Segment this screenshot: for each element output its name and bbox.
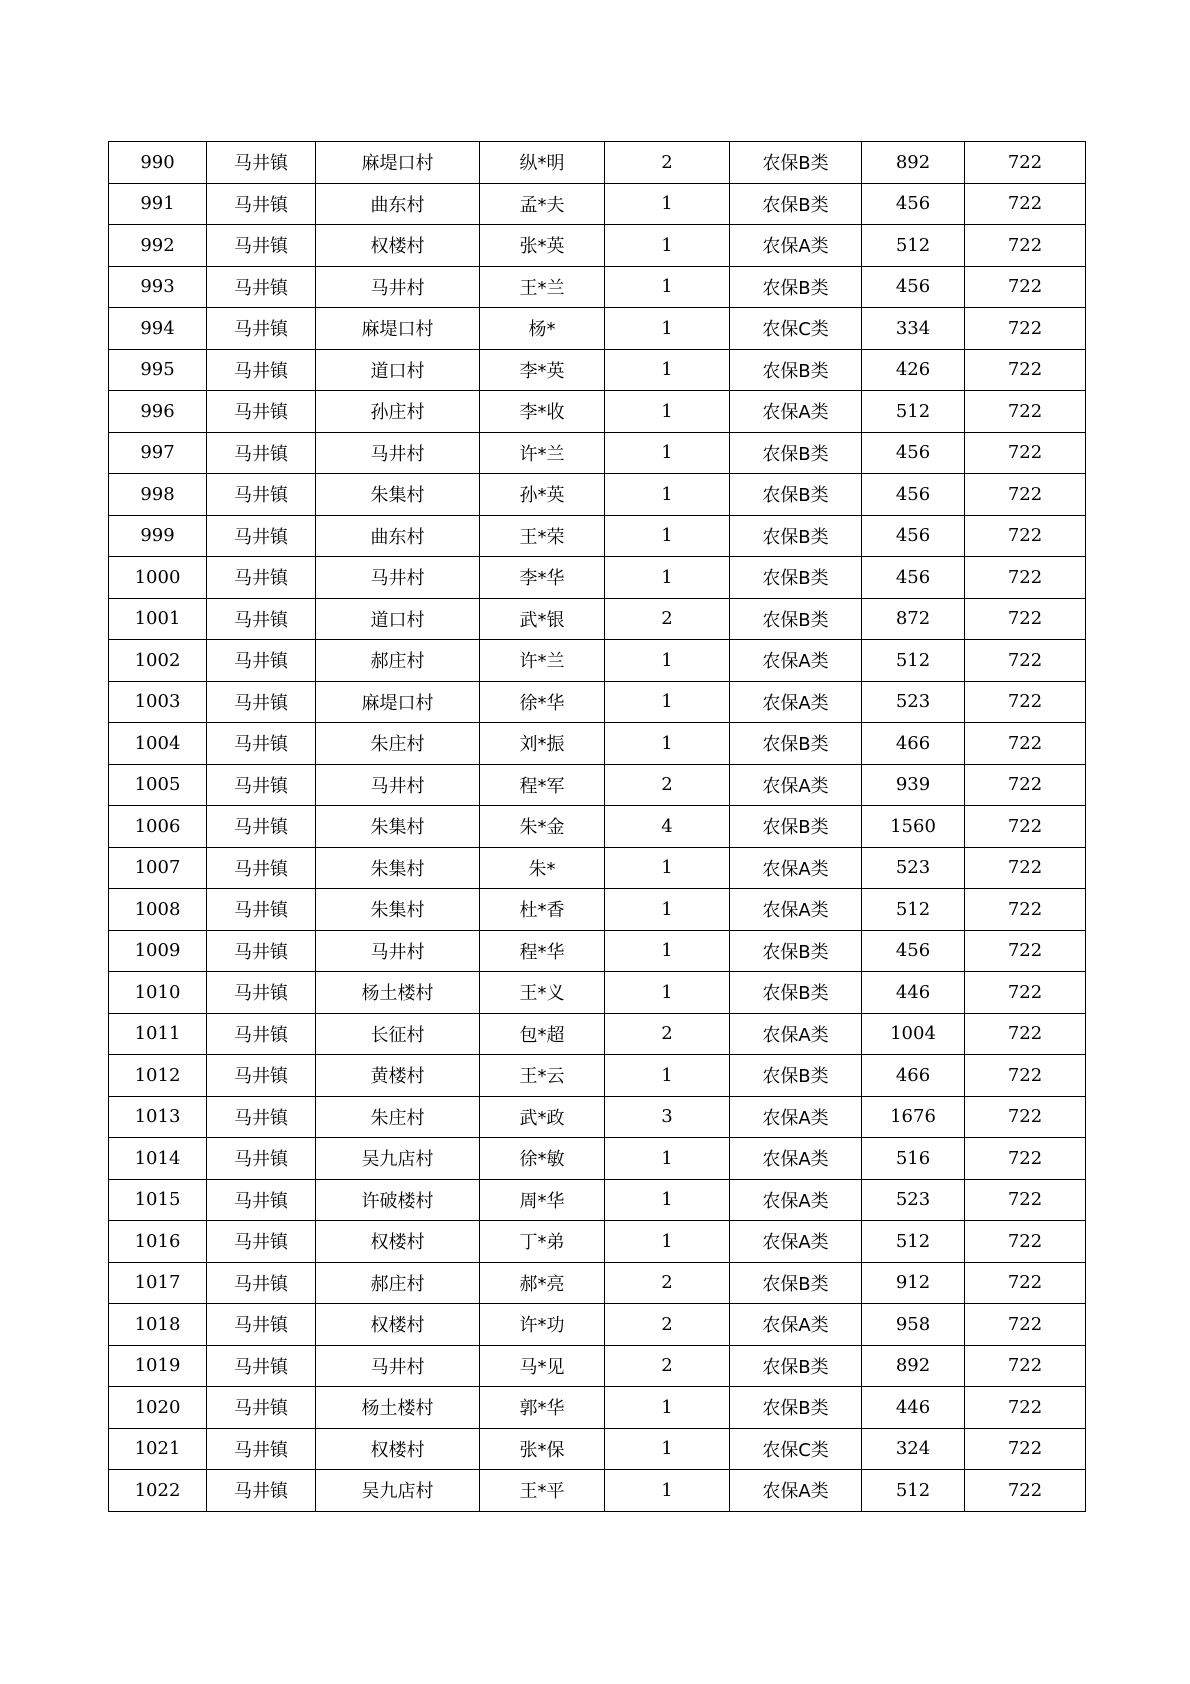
amount-cell: 912 bbox=[862, 1262, 965, 1304]
category-cell: 农保C类 bbox=[730, 308, 862, 350]
household-size-cell: 1 bbox=[605, 1387, 730, 1429]
standard-cell: 722 bbox=[965, 515, 1086, 557]
village-cell: 黄楼村 bbox=[316, 1055, 480, 1097]
row-number: 1019 bbox=[109, 1345, 207, 1387]
amount-cell: 446 bbox=[862, 972, 965, 1014]
row-number: 1010 bbox=[109, 972, 207, 1014]
row-number: 1001 bbox=[109, 598, 207, 640]
name-cell: 王*荣 bbox=[480, 515, 605, 557]
village-cell: 杨土楼村 bbox=[316, 972, 480, 1014]
village-cell: 朱集村 bbox=[316, 847, 480, 889]
village-cell: 吴九店村 bbox=[316, 1138, 480, 1180]
category-cell: 农保B类 bbox=[730, 972, 862, 1014]
table-row bbox=[109, 1345, 1086, 1387]
category-cell: 农保A类 bbox=[730, 1138, 862, 1180]
household-size-cell: 1 bbox=[605, 640, 730, 682]
row-number: 1007 bbox=[109, 847, 207, 889]
name-cell: 刘*振 bbox=[480, 723, 605, 765]
household-size-cell: 1 bbox=[605, 1221, 730, 1263]
table-row bbox=[109, 1262, 1086, 1304]
table-row bbox=[109, 142, 1086, 184]
name-cell: 杨* bbox=[480, 308, 605, 350]
name-cell: 周*华 bbox=[480, 1179, 605, 1221]
household-size-cell: 1 bbox=[605, 183, 730, 225]
category-cell: 农保B类 bbox=[730, 1387, 862, 1429]
category-cell: 农保B类 bbox=[730, 1055, 862, 1097]
village-cell: 曲东村 bbox=[316, 183, 480, 225]
standard-cell: 722 bbox=[965, 1387, 1086, 1429]
table-row bbox=[109, 889, 1086, 931]
category-cell: 农保B类 bbox=[730, 930, 862, 972]
village-cell: 权楼村 bbox=[316, 1428, 480, 1470]
row-number: 995 bbox=[109, 349, 207, 391]
row-number: 1017 bbox=[109, 1262, 207, 1304]
row-number: 1022 bbox=[109, 1470, 207, 1512]
standard-cell: 722 bbox=[965, 723, 1086, 765]
standard-cell: 722 bbox=[965, 889, 1086, 931]
table-row bbox=[109, 598, 1086, 640]
name-cell: 李*收 bbox=[480, 391, 605, 433]
village-cell: 朱集村 bbox=[316, 806, 480, 848]
amount-cell: 456 bbox=[862, 515, 965, 557]
table-row bbox=[109, 1387, 1086, 1429]
table-row bbox=[109, 930, 1086, 972]
village-cell: 马井村 bbox=[316, 557, 480, 599]
row-number: 1013 bbox=[109, 1096, 207, 1138]
amount-cell: 1004 bbox=[862, 1013, 965, 1055]
table-row bbox=[109, 1013, 1086, 1055]
household-size-cell: 2 bbox=[605, 598, 730, 640]
name-cell: 朱*金 bbox=[480, 806, 605, 848]
village-cell: 郝庄村 bbox=[316, 640, 480, 682]
amount-cell: 426 bbox=[862, 349, 965, 391]
category-cell: 农保A类 bbox=[730, 1470, 862, 1512]
row-number: 1020 bbox=[109, 1387, 207, 1429]
table-row bbox=[109, 349, 1086, 391]
roster-body bbox=[109, 142, 1086, 1512]
category-cell: 农保A类 bbox=[730, 1304, 862, 1346]
town-cell: 马井镇 bbox=[207, 1345, 316, 1387]
town-cell: 马井镇 bbox=[207, 1304, 316, 1346]
standard-cell: 722 bbox=[965, 930, 1086, 972]
household-size-cell: 1 bbox=[605, 432, 730, 474]
village-cell: 吴九店村 bbox=[316, 1470, 480, 1512]
town-cell: 马井镇 bbox=[207, 1221, 316, 1263]
town-cell: 马井镇 bbox=[207, 1428, 316, 1470]
standard-cell: 722 bbox=[965, 1262, 1086, 1304]
category-cell: 农保A类 bbox=[730, 1179, 862, 1221]
standard-cell: 722 bbox=[965, 349, 1086, 391]
village-cell: 朱集村 bbox=[316, 474, 480, 516]
village-cell: 道口村 bbox=[316, 598, 480, 640]
standard-cell: 722 bbox=[965, 640, 1086, 682]
household-size-cell: 1 bbox=[605, 1179, 730, 1221]
standard-cell: 722 bbox=[965, 1428, 1086, 1470]
village-cell: 权楼村 bbox=[316, 225, 480, 267]
table-row bbox=[109, 308, 1086, 350]
name-cell: 张*英 bbox=[480, 225, 605, 267]
household-size-cell: 1 bbox=[605, 930, 730, 972]
town-cell: 马井镇 bbox=[207, 930, 316, 972]
table-row bbox=[109, 972, 1086, 1014]
name-cell: 武*政 bbox=[480, 1096, 605, 1138]
category-cell: 农保A类 bbox=[730, 640, 862, 682]
village-cell: 麻堤口村 bbox=[316, 142, 480, 184]
town-cell: 马井镇 bbox=[207, 598, 316, 640]
name-cell: 程*军 bbox=[480, 764, 605, 806]
amount-cell: 1560 bbox=[862, 806, 965, 848]
amount-cell: 466 bbox=[862, 723, 965, 765]
village-cell: 马井村 bbox=[316, 266, 480, 308]
name-cell: 许*功 bbox=[480, 1304, 605, 1346]
town-cell: 马井镇 bbox=[207, 225, 316, 267]
household-size-cell: 1 bbox=[605, 474, 730, 516]
household-size-cell: 4 bbox=[605, 806, 730, 848]
town-cell: 马井镇 bbox=[207, 308, 316, 350]
standard-cell: 722 bbox=[965, 557, 1086, 599]
table-row bbox=[109, 723, 1086, 765]
name-cell: 王*平 bbox=[480, 1470, 605, 1512]
town-cell: 马井镇 bbox=[207, 1179, 316, 1221]
household-size-cell: 3 bbox=[605, 1096, 730, 1138]
name-cell: 王*兰 bbox=[480, 266, 605, 308]
amount-cell: 324 bbox=[862, 1428, 965, 1470]
standard-cell: 722 bbox=[965, 391, 1086, 433]
row-number: 1016 bbox=[109, 1221, 207, 1263]
table-row bbox=[109, 515, 1086, 557]
village-cell: 道口村 bbox=[316, 349, 480, 391]
standard-cell: 722 bbox=[965, 266, 1086, 308]
standard-cell: 722 bbox=[965, 1013, 1086, 1055]
amount-cell: 456 bbox=[862, 432, 965, 474]
town-cell: 马井镇 bbox=[207, 349, 316, 391]
town-cell: 马井镇 bbox=[207, 474, 316, 516]
village-cell: 权楼村 bbox=[316, 1221, 480, 1263]
household-size-cell: 1 bbox=[605, 681, 730, 723]
amount-cell: 456 bbox=[862, 183, 965, 225]
name-cell: 郭*华 bbox=[480, 1387, 605, 1429]
amount-cell: 456 bbox=[862, 557, 965, 599]
household-size-cell: 2 bbox=[605, 1304, 730, 1346]
category-cell: 农保B类 bbox=[730, 723, 862, 765]
row-number: 1009 bbox=[109, 930, 207, 972]
standard-cell: 722 bbox=[965, 308, 1086, 350]
amount-cell: 523 bbox=[862, 847, 965, 889]
name-cell: 马*见 bbox=[480, 1345, 605, 1387]
standard-cell: 722 bbox=[965, 972, 1086, 1014]
household-size-cell: 1 bbox=[605, 723, 730, 765]
category-cell: 农保A类 bbox=[730, 1013, 862, 1055]
town-cell: 马井镇 bbox=[207, 266, 316, 308]
table-row bbox=[109, 1179, 1086, 1221]
name-cell: 丁*弟 bbox=[480, 1221, 605, 1263]
amount-cell: 939 bbox=[862, 764, 965, 806]
table-row bbox=[109, 1221, 1086, 1263]
name-cell: 孟*夫 bbox=[480, 183, 605, 225]
amount-cell: 456 bbox=[862, 930, 965, 972]
row-number: 1003 bbox=[109, 681, 207, 723]
row-number: 997 bbox=[109, 432, 207, 474]
category-cell: 农保B类 bbox=[730, 432, 862, 474]
household-size-cell: 2 bbox=[605, 142, 730, 184]
town-cell: 马井镇 bbox=[207, 1096, 316, 1138]
amount-cell: 892 bbox=[862, 142, 965, 184]
category-cell: 农保B类 bbox=[730, 1262, 862, 1304]
standard-cell: 722 bbox=[965, 1221, 1086, 1263]
row-number: 1015 bbox=[109, 1179, 207, 1221]
table-row bbox=[109, 681, 1086, 723]
village-cell: 朱集村 bbox=[316, 889, 480, 931]
name-cell: 王*义 bbox=[480, 972, 605, 1014]
category-cell: 农保A类 bbox=[730, 225, 862, 267]
name-cell: 武*银 bbox=[480, 598, 605, 640]
standard-cell: 722 bbox=[965, 1304, 1086, 1346]
row-number: 990 bbox=[109, 142, 207, 184]
town-cell: 马井镇 bbox=[207, 1387, 316, 1429]
row-number: 994 bbox=[109, 308, 207, 350]
town-cell: 马井镇 bbox=[207, 515, 316, 557]
table-row bbox=[109, 1304, 1086, 1346]
village-cell: 马井村 bbox=[316, 930, 480, 972]
standard-cell: 722 bbox=[965, 847, 1086, 889]
town-cell: 马井镇 bbox=[207, 681, 316, 723]
standard-cell: 722 bbox=[965, 681, 1086, 723]
name-cell: 孙*英 bbox=[480, 474, 605, 516]
town-cell: 马井镇 bbox=[207, 557, 316, 599]
household-size-cell: 1 bbox=[605, 557, 730, 599]
town-cell: 马井镇 bbox=[207, 1138, 316, 1180]
standard-cell: 722 bbox=[965, 1096, 1086, 1138]
table-row bbox=[109, 474, 1086, 516]
row-number: 993 bbox=[109, 266, 207, 308]
name-cell: 程*华 bbox=[480, 930, 605, 972]
amount-cell: 466 bbox=[862, 1055, 965, 1097]
table-row bbox=[109, 640, 1086, 682]
standard-cell: 722 bbox=[965, 474, 1086, 516]
category-cell: 农保A类 bbox=[730, 1221, 862, 1263]
town-cell: 马井镇 bbox=[207, 806, 316, 848]
row-number: 1011 bbox=[109, 1013, 207, 1055]
household-size-cell: 1 bbox=[605, 515, 730, 557]
name-cell: 王*云 bbox=[480, 1055, 605, 1097]
amount-cell: 1676 bbox=[862, 1096, 965, 1138]
household-size-cell: 1 bbox=[605, 1470, 730, 1512]
row-number: 996 bbox=[109, 391, 207, 433]
table-row bbox=[109, 266, 1086, 308]
name-cell: 徐*华 bbox=[480, 681, 605, 723]
town-cell: 马井镇 bbox=[207, 432, 316, 474]
standard-cell: 722 bbox=[965, 1055, 1086, 1097]
village-cell: 许破楼村 bbox=[316, 1179, 480, 1221]
household-size-cell: 2 bbox=[605, 764, 730, 806]
amount-cell: 872 bbox=[862, 598, 965, 640]
town-cell: 马井镇 bbox=[207, 764, 316, 806]
household-size-cell: 2 bbox=[605, 1262, 730, 1304]
household-size-cell: 1 bbox=[605, 1055, 730, 1097]
category-cell: 农保B类 bbox=[730, 266, 862, 308]
village-cell: 杨土楼村 bbox=[316, 1387, 480, 1429]
village-cell: 马井村 bbox=[316, 1345, 480, 1387]
category-cell: 农保A类 bbox=[730, 391, 862, 433]
table-row bbox=[109, 806, 1086, 848]
town-cell: 马井镇 bbox=[207, 723, 316, 765]
village-cell: 长征村 bbox=[316, 1013, 480, 1055]
table-row bbox=[109, 1055, 1086, 1097]
table-row bbox=[109, 764, 1086, 806]
amount-cell: 334 bbox=[862, 308, 965, 350]
amount-cell: 512 bbox=[862, 225, 965, 267]
category-cell: 农保B类 bbox=[730, 557, 862, 599]
category-cell: 农保A类 bbox=[730, 847, 862, 889]
amount-cell: 456 bbox=[862, 474, 965, 516]
category-cell: 农保B类 bbox=[730, 806, 862, 848]
amount-cell: 523 bbox=[862, 1179, 965, 1221]
household-size-cell: 1 bbox=[605, 349, 730, 391]
category-cell: 农保B类 bbox=[730, 349, 862, 391]
table-row bbox=[109, 847, 1086, 889]
household-size-cell: 1 bbox=[605, 308, 730, 350]
name-cell: 郝*亮 bbox=[480, 1262, 605, 1304]
row-number: 1021 bbox=[109, 1428, 207, 1470]
town-cell: 马井镇 bbox=[207, 847, 316, 889]
village-cell: 孙庄村 bbox=[316, 391, 480, 433]
row-number: 999 bbox=[109, 515, 207, 557]
amount-cell: 512 bbox=[862, 391, 965, 433]
table-row bbox=[109, 557, 1086, 599]
row-number: 1014 bbox=[109, 1138, 207, 1180]
row-number: 998 bbox=[109, 474, 207, 516]
amount-cell: 523 bbox=[862, 681, 965, 723]
name-cell: 朱* bbox=[480, 847, 605, 889]
name-cell: 纵*明 bbox=[480, 142, 605, 184]
village-cell: 权楼村 bbox=[316, 1304, 480, 1346]
category-cell: 农保B类 bbox=[730, 183, 862, 225]
amount-cell: 892 bbox=[862, 1345, 965, 1387]
name-cell: 李*英 bbox=[480, 349, 605, 391]
table-row bbox=[109, 1138, 1086, 1180]
village-cell: 马井村 bbox=[316, 432, 480, 474]
table-row bbox=[109, 391, 1086, 433]
name-cell: 包*超 bbox=[480, 1013, 605, 1055]
table-row bbox=[109, 183, 1086, 225]
standard-cell: 722 bbox=[965, 598, 1086, 640]
household-size-cell: 1 bbox=[605, 391, 730, 433]
name-cell: 李*华 bbox=[480, 557, 605, 599]
category-cell: 农保B类 bbox=[730, 474, 862, 516]
row-number: 991 bbox=[109, 183, 207, 225]
row-number: 1002 bbox=[109, 640, 207, 682]
standard-cell: 722 bbox=[965, 1138, 1086, 1180]
table-row bbox=[109, 432, 1086, 474]
town-cell: 马井镇 bbox=[207, 142, 316, 184]
table-row bbox=[109, 1428, 1086, 1470]
category-cell: 农保A类 bbox=[730, 764, 862, 806]
category-cell: 农保B类 bbox=[730, 1345, 862, 1387]
category-cell: 农保B类 bbox=[730, 142, 862, 184]
amount-cell: 516 bbox=[862, 1138, 965, 1180]
standard-cell: 722 bbox=[965, 1470, 1086, 1512]
amount-cell: 446 bbox=[862, 1387, 965, 1429]
category-cell: 农保A类 bbox=[730, 681, 862, 723]
amount-cell: 512 bbox=[862, 1221, 965, 1263]
category-cell: 农保B类 bbox=[730, 515, 862, 557]
amount-cell: 958 bbox=[862, 1304, 965, 1346]
standard-cell: 722 bbox=[965, 806, 1086, 848]
name-cell: 张*保 bbox=[480, 1428, 605, 1470]
village-cell: 麻堤口村 bbox=[316, 308, 480, 350]
category-cell: 农保C类 bbox=[730, 1428, 862, 1470]
household-size-cell: 2 bbox=[605, 1013, 730, 1055]
town-cell: 马井镇 bbox=[207, 1055, 316, 1097]
category-cell: 农保A类 bbox=[730, 1096, 862, 1138]
town-cell: 马井镇 bbox=[207, 391, 316, 433]
amount-cell: 512 bbox=[862, 889, 965, 931]
household-size-cell: 1 bbox=[605, 1428, 730, 1470]
household-size-cell: 1 bbox=[605, 889, 730, 931]
row-number: 1005 bbox=[109, 764, 207, 806]
standard-cell: 722 bbox=[965, 225, 1086, 267]
amount-cell: 456 bbox=[862, 266, 965, 308]
town-cell: 马井镇 bbox=[207, 640, 316, 682]
name-cell: 许*兰 bbox=[480, 432, 605, 474]
table-row bbox=[109, 1470, 1086, 1512]
amount-cell: 512 bbox=[862, 640, 965, 682]
row-number: 1000 bbox=[109, 557, 207, 599]
table-row bbox=[109, 1096, 1086, 1138]
town-cell: 马井镇 bbox=[207, 889, 316, 931]
row-number: 992 bbox=[109, 225, 207, 267]
name-cell: 杜*香 bbox=[480, 889, 605, 931]
household-size-cell: 1 bbox=[605, 847, 730, 889]
town-cell: 马井镇 bbox=[207, 1470, 316, 1512]
household-size-cell: 1 bbox=[605, 266, 730, 308]
town-cell: 马井镇 bbox=[207, 183, 316, 225]
household-size-cell: 1 bbox=[605, 1138, 730, 1180]
amount-cell: 512 bbox=[862, 1470, 965, 1512]
town-cell: 马井镇 bbox=[207, 1262, 316, 1304]
row-number: 1006 bbox=[109, 806, 207, 848]
row-number: 1018 bbox=[109, 1304, 207, 1346]
village-cell: 麻堤口村 bbox=[316, 681, 480, 723]
village-cell: 朱庄村 bbox=[316, 1096, 480, 1138]
village-cell: 马井村 bbox=[316, 764, 480, 806]
standard-cell: 722 bbox=[965, 1345, 1086, 1387]
standard-cell: 722 bbox=[965, 1179, 1086, 1221]
town-cell: 马井镇 bbox=[207, 1013, 316, 1055]
name-cell: 徐*敏 bbox=[480, 1138, 605, 1180]
standard-cell: 722 bbox=[965, 142, 1086, 184]
village-cell: 曲东村 bbox=[316, 515, 480, 557]
name-cell: 许*兰 bbox=[480, 640, 605, 682]
standard-cell: 722 bbox=[965, 764, 1086, 806]
category-cell: 农保A类 bbox=[730, 889, 862, 931]
town-cell: 马井镇 bbox=[207, 972, 316, 1014]
row-number: 1004 bbox=[109, 723, 207, 765]
village-cell: 郝庄村 bbox=[316, 1262, 480, 1304]
village-cell: 朱庄村 bbox=[316, 723, 480, 765]
standard-cell: 722 bbox=[965, 183, 1086, 225]
standard-cell: 722 bbox=[965, 432, 1086, 474]
table-row bbox=[109, 225, 1086, 267]
household-size-cell: 1 bbox=[605, 972, 730, 1014]
row-number: 1008 bbox=[109, 889, 207, 931]
category-cell: 农保B类 bbox=[730, 598, 862, 640]
roster-table bbox=[108, 141, 1086, 1512]
household-size-cell: 2 bbox=[605, 1345, 730, 1387]
row-number: 1012 bbox=[109, 1055, 207, 1097]
household-size-cell: 1 bbox=[605, 225, 730, 267]
